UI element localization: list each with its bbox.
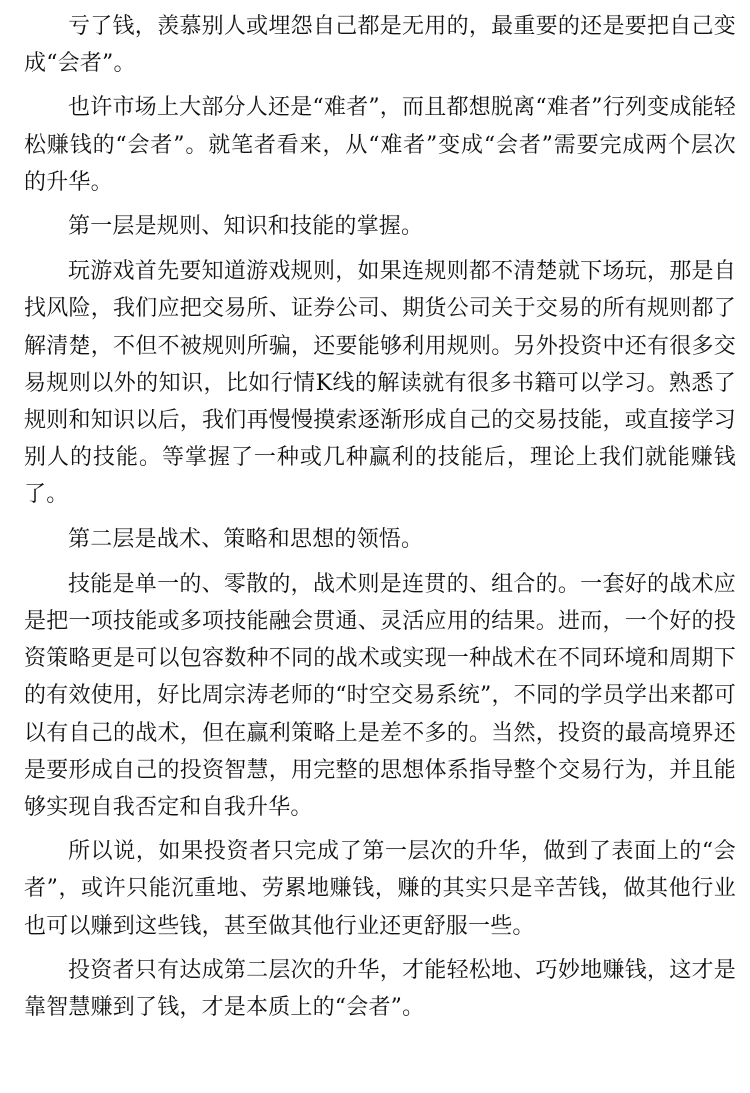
paragraph-tactics-strategy: 技能是单一的、零散的，战术则是连贯的、组合的。一套好的战术应是把一项技能或多项技能融会贯通、灵活应用的结果。进而，一个好的投资策略更是可以包容数种不同的战术或实现一种战术在不同环境和周期下的有效使用，好比周宗涛老师的“时空交易系统”，不同的学员学出来都可以有自己的战术，但在赢利策略上是差不多的。当然，投资的最高境界还是要形成自己的投资智慧，用完整的思想体系指导整个交易行为，并且能够实现自我否定和自我升华。 xyxy=(24,571,736,821)
paragraph-intro: 亏了钱，羡慕别人或埋怨自己都是无用的，最重要的还是要把自己变成“会者”。 xyxy=(24,14,736,77)
document-page xyxy=(24,8,736,1033)
paragraph-two-levels: 也许市场上大部分人还是“难者”，而且都想脱离“难者”行列变成能轻松赚钱的“会者”。就笔者看来，从“难者”变成“会者”需要完成两个层次的升华。 xyxy=(24,95,736,195)
paragraph-rules-knowledge: 玩游戏首先要知道游戏规则，如果连规则都不清楚就下场玩，那是自找风险，我们应把交易所、证券公司、期货公司关于交易的所有规则都了解清楚，不但不被规则所骗，还要能够利用规则。另外投资中还有很多交易规则以外的知识，比如行情K线的解读就有很多书籍可以学习。熟悉了规则和知识以后，我们再慢慢摸索逐渐形成自己的交易技能，或直接学习别人的技能。等掌握了一种或几种赢利的技能后，理论上我们就能赚钱了。 xyxy=(24,259,736,508)
paragraph-level-one-heading: 第一层是规则、知识和技能的掌握。 xyxy=(68,214,424,240)
paragraph-level-two-heading: 第二层是战术、策略和思想的领悟。 xyxy=(68,526,424,552)
paragraph-conclusion: 所以说，如果投资者只完成了第一层次的升华，做到了表面上的“会者”，或许只能沉重地、劳累地赚钱，赚的其实只是辛苦钱，做其他行业也可以赚到这些钱，甚至做其他行业还更舒服一些。 xyxy=(24,839,736,939)
paragraph-final: 投资者只有达成第二层次的升华，才能轻松地、巧妙地赚钱，这才是靠智慧赚到了钱，才是本质上的“会者”。 xyxy=(24,957,736,1021)
